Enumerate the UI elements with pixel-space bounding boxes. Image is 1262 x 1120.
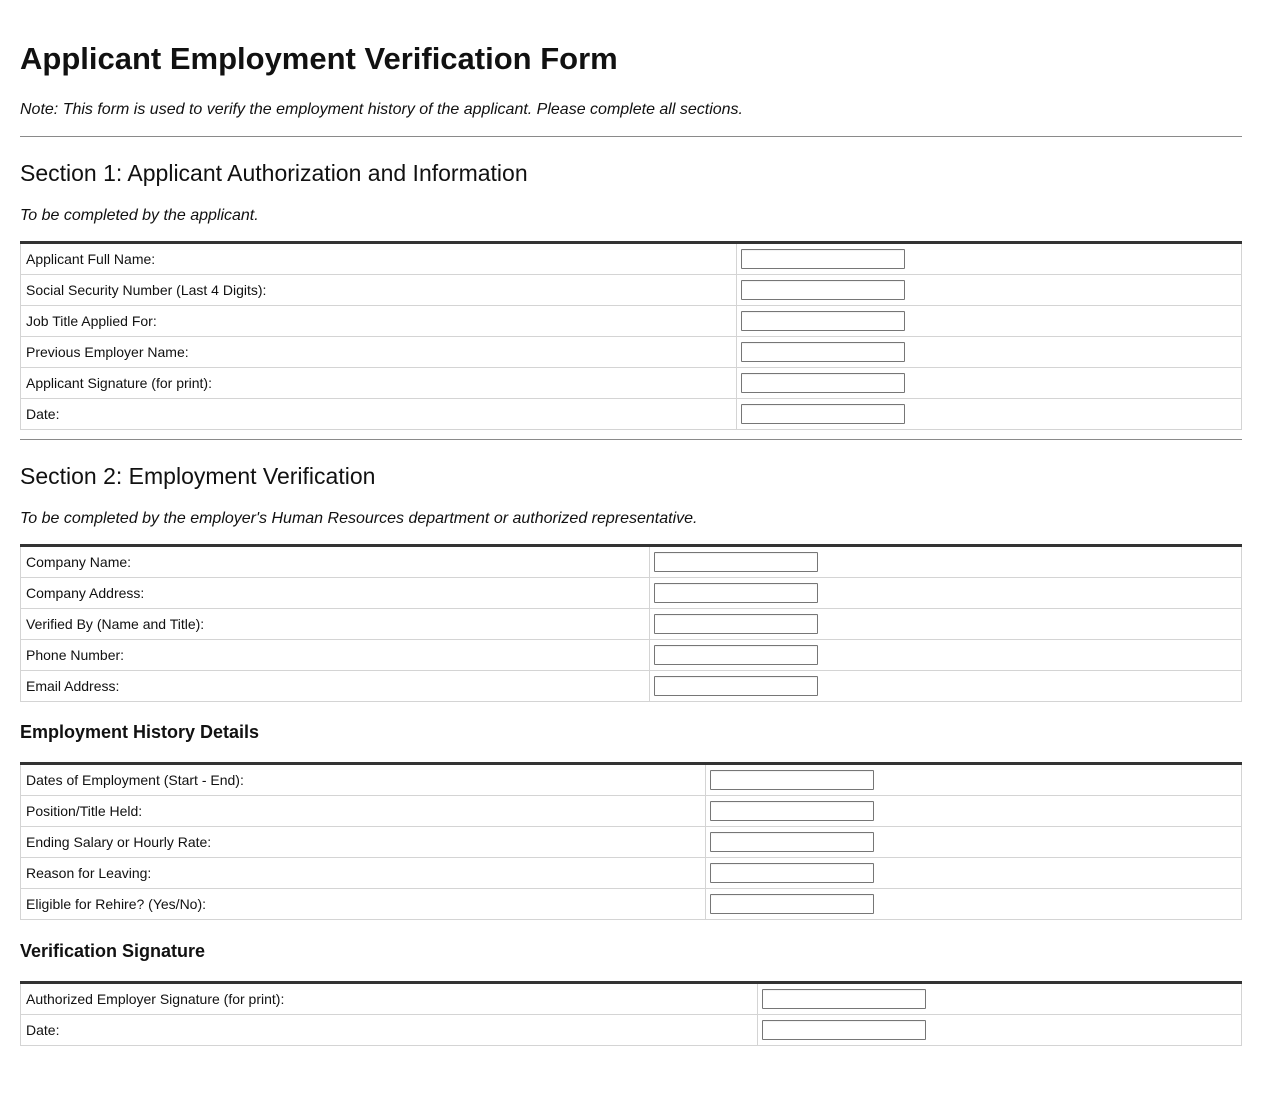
previous-employer-label: Previous Employer Name: <box>21 337 737 368</box>
section-divider <box>20 136 1242 137</box>
table-row <box>21 671 1242 702</box>
table-row <box>21 1015 1242 1046</box>
employment-dates-field[interactable] <box>710 770 874 790</box>
employment-history-heading: Employment History Details <box>20 722 260 742</box>
employer-info-table <box>20 544 1242 702</box>
eligible-rehire-field[interactable] <box>710 894 874 914</box>
ssn-last4-label: Social Security Number (Last 4 Digits): <box>21 275 737 306</box>
phone-number-field[interactable] <box>654 645 818 665</box>
table-row <box>21 243 1242 275</box>
table-row <box>21 796 1242 827</box>
page-title: Applicant Employment Verification Form <box>20 41 618 76</box>
previous-employer-field[interactable] <box>741 342 905 362</box>
company-address-field[interactable] <box>654 583 818 603</box>
verification-signature-heading: Verification Signature <box>20 941 206 961</box>
email-address-field[interactable] <box>654 676 818 696</box>
applicant-full-name-field[interactable] <box>741 249 905 269</box>
table-row <box>21 275 1242 306</box>
email-address-label: Email Address: <box>21 671 650 702</box>
position-held-label: Position/Title Held: <box>21 796 706 827</box>
table-row <box>21 827 1242 858</box>
table-row <box>21 889 1242 920</box>
table-row <box>21 764 1242 796</box>
employer-date-field[interactable] <box>762 1020 926 1040</box>
employer-signature-label: Authorized Employer Signature (for print): <box>21 983 758 1015</box>
table-row <box>21 306 1242 337</box>
position-held-field[interactable] <box>710 801 874 821</box>
table-row <box>21 983 1242 1015</box>
verified-by-label: Verified By (Name and Title): <box>21 609 650 640</box>
eligible-rehire-label: Eligible for Rehire? (Yes/No): <box>21 889 706 920</box>
employer-signature-field[interactable] <box>762 989 926 1009</box>
employment-history-table <box>20 762 1242 920</box>
applicant-full-name-label: Applicant Full Name: <box>21 243 737 275</box>
company-name-label: Company Name: <box>21 546 650 578</box>
reason-for-leaving-label: Reason for Leaving: <box>21 858 706 889</box>
ssn-last4-field[interactable] <box>741 280 905 300</box>
phone-number-label: Phone Number: <box>21 640 650 671</box>
verification-signature-table <box>20 981 1242 1046</box>
section1-subtitle: To be completed by the applicant. <box>20 207 259 224</box>
employment-dates-label: Dates of Employment (Start - End): <box>21 764 706 796</box>
company-name-field[interactable] <box>654 552 818 572</box>
job-title-applied-field[interactable] <box>741 311 905 331</box>
table-row <box>21 368 1242 399</box>
ending-salary-field[interactable] <box>710 832 874 852</box>
job-title-applied-label: Job Title Applied For: <box>21 306 737 337</box>
form-note: Note: This form is used to verify the employment history of the applicant. Please complete all sections. <box>20 101 743 118</box>
applicant-date-field[interactable] <box>741 404 905 424</box>
table-row <box>21 578 1242 609</box>
verified-by-field[interactable] <box>654 614 818 634</box>
applicant-info-table <box>20 241 1242 430</box>
table-row <box>21 546 1242 578</box>
table-row <box>21 609 1242 640</box>
applicant-signature-field[interactable] <box>741 373 905 393</box>
table-row <box>21 337 1242 368</box>
ending-salary-label: Ending Salary or Hourly Rate: <box>21 827 706 858</box>
table-row <box>21 399 1242 430</box>
section2-subtitle: To be completed by the employer's Human Resources department or authorized representative. <box>20 510 698 527</box>
section1-heading: Section 1: Applicant Authorization and Information <box>20 160 528 186</box>
company-address-label: Company Address: <box>21 578 650 609</box>
reason-for-leaving-field[interactable] <box>710 863 874 883</box>
section-divider <box>20 439 1242 440</box>
applicant-signature-label: Applicant Signature (for print): <box>21 368 737 399</box>
table-row <box>21 858 1242 889</box>
section2-heading: Section 2: Employment Verification <box>20 463 376 489</box>
applicant-date-label: Date: <box>21 399 737 430</box>
employer-date-label: Date: <box>21 1015 758 1046</box>
table-row <box>21 640 1242 671</box>
